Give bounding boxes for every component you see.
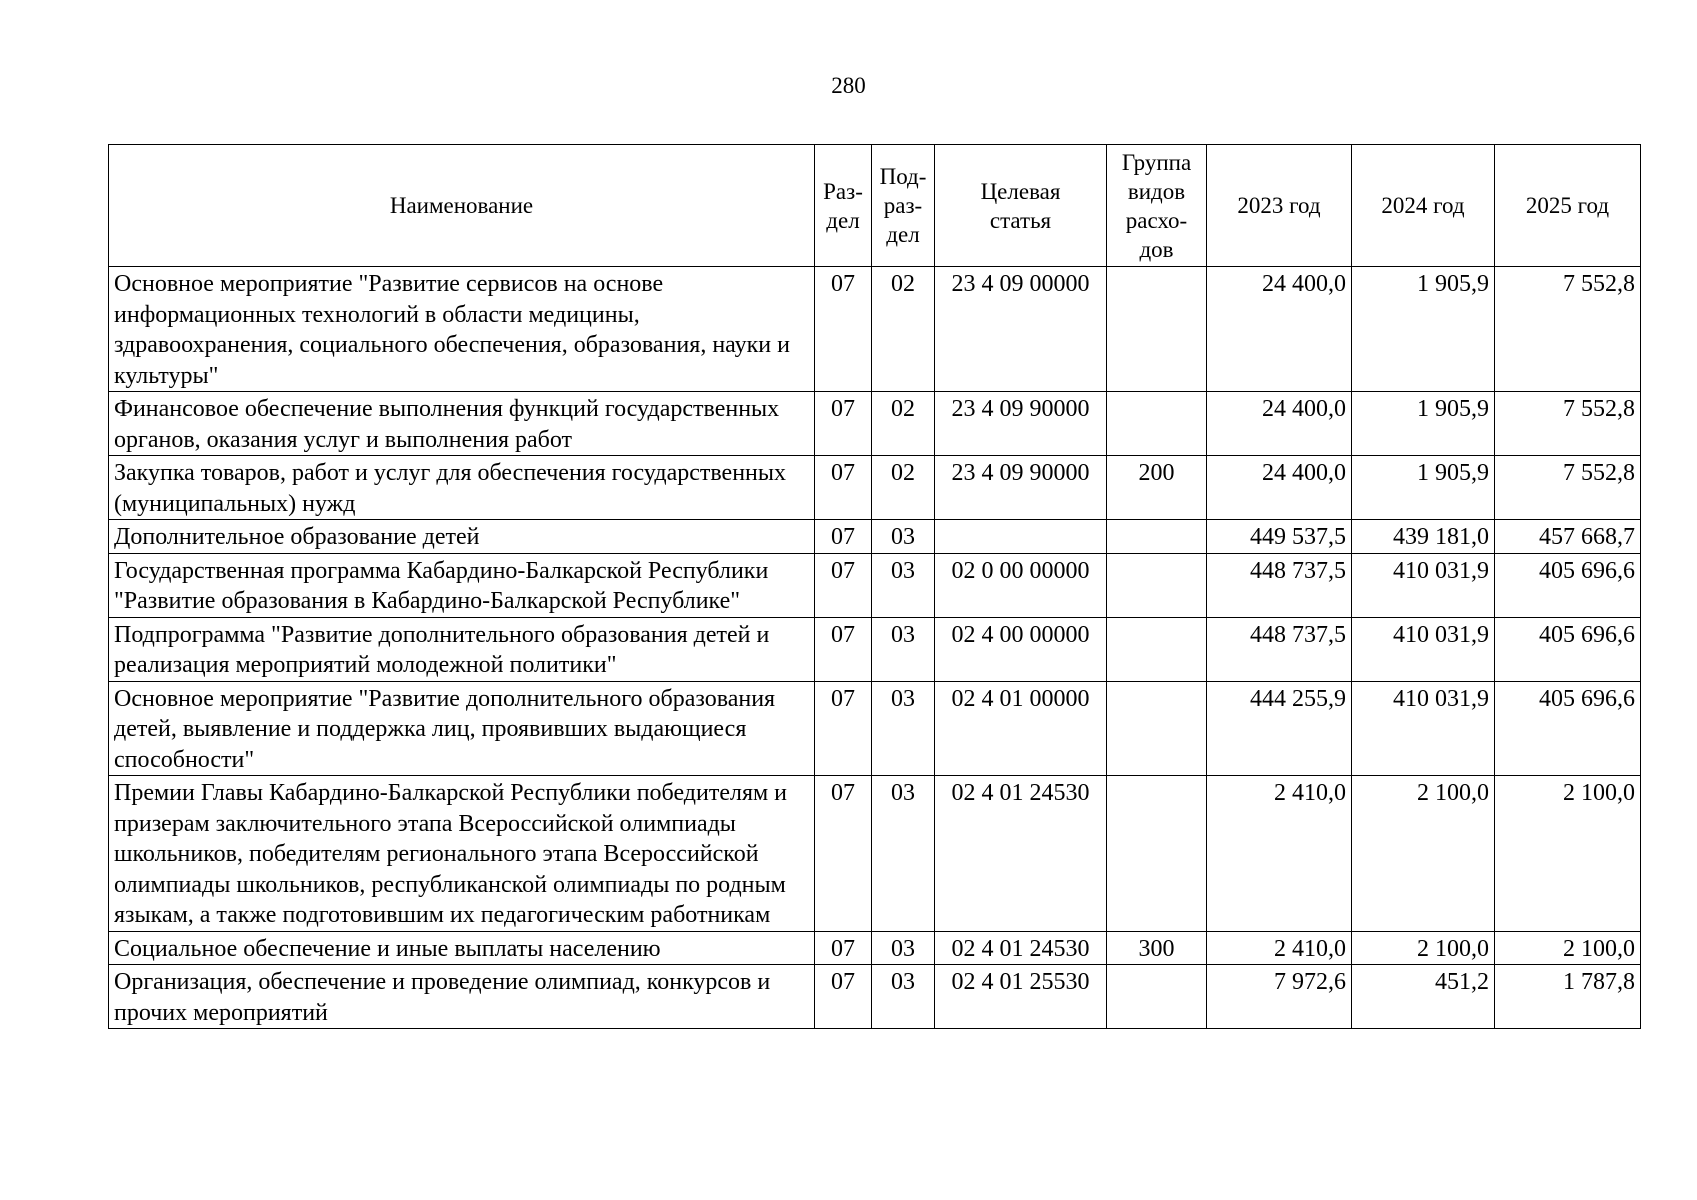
row-2024: 2 100,0 — [1352, 931, 1495, 965]
row-2025: 1 787,8 — [1495, 965, 1641, 1029]
row-2023: 24 400,0 — [1207, 456, 1352, 520]
row-target: 02 4 00 00000 — [935, 617, 1107, 681]
row-group — [1107, 553, 1207, 617]
row-group: 300 — [1107, 931, 1207, 965]
row-group — [1107, 965, 1207, 1029]
row-2024: 1 905,9 — [1352, 392, 1495, 456]
row-2024: 410 031,9 — [1352, 681, 1495, 776]
row-2024: 451,2 — [1352, 965, 1495, 1029]
row-subsection: 03 — [872, 553, 935, 617]
row-name: Социальное обеспечение и иные выплаты населению — [109, 931, 815, 965]
table-row — [109, 776, 1641, 932]
row-target: 02 4 01 25530 — [935, 965, 1107, 1029]
table-row — [109, 931, 1641, 965]
row-name: Закупка товаров, работ и услуг для обеспечения государственных (муниципальных) нужд — [109, 456, 815, 520]
row-group — [1107, 520, 1207, 554]
header-2025: 2025 год — [1495, 145, 1641, 267]
row-name: Дополнительное образование детей — [109, 520, 815, 554]
row-group — [1107, 267, 1207, 392]
row-subsection: 02 — [872, 392, 935, 456]
row-2024: 439 181,0 — [1352, 520, 1495, 554]
row-group — [1107, 392, 1207, 456]
table-row — [109, 617, 1641, 681]
row-target: 23 4 09 00000 — [935, 267, 1107, 392]
row-subsection: 03 — [872, 617, 935, 681]
row-group: 200 — [1107, 456, 1207, 520]
header-expense-group: Группа видов расхо- дов — [1107, 145, 1207, 267]
row-2024: 1 905,9 — [1352, 267, 1495, 392]
row-group — [1107, 617, 1207, 681]
row-name: Основное мероприятие "Развитие дополнительного образования детей, выявление и поддержка лиц, проявивших выдающиеся способности" — [109, 681, 815, 776]
row-section: 07 — [815, 931, 872, 965]
row-subsection: 03 — [872, 520, 935, 554]
row-name: Подпрограмма "Развитие дополнительного образования детей и реализация мероприятий молодежной политики" — [109, 617, 815, 681]
row-section: 07 — [815, 392, 872, 456]
header-subsection: Под- раз- дел — [872, 145, 935, 267]
table-row — [109, 965, 1641, 1029]
row-2023: 7 972,6 — [1207, 965, 1352, 1029]
header-section: Раз- дел — [815, 145, 872, 267]
row-subsection: 03 — [872, 776, 935, 932]
table-row — [109, 267, 1641, 392]
row-2025: 405 696,6 — [1495, 553, 1641, 617]
row-section: 07 — [815, 965, 872, 1029]
row-target: 02 4 01 00000 — [935, 681, 1107, 776]
row-group — [1107, 681, 1207, 776]
row-section: 07 — [815, 267, 872, 392]
header-2024: 2024 год — [1352, 145, 1495, 267]
row-2024: 2 100,0 — [1352, 776, 1495, 932]
row-2023: 24 400,0 — [1207, 267, 1352, 392]
row-2023: 2 410,0 — [1207, 931, 1352, 965]
page-number: 280 — [831, 73, 866, 98]
row-section: 07 — [815, 520, 872, 554]
header-name: Наименование — [109, 145, 815, 267]
row-2025: 405 696,6 — [1495, 681, 1641, 776]
row-name: Государственная программа Кабардино-Балкарской Республики "Развитие образования в Кабардино-Балкарской Республике" — [109, 553, 815, 617]
row-subsection: 02 — [872, 267, 935, 392]
table-row — [109, 520, 1641, 554]
row-subsection: 03 — [872, 681, 935, 776]
row-2025: 405 696,6 — [1495, 617, 1641, 681]
budget-table — [108, 144, 1641, 1029]
row-2025: 2 100,0 — [1495, 776, 1641, 932]
row-2025: 457 668,7 — [1495, 520, 1641, 554]
row-target: 02 4 01 24530 — [935, 931, 1107, 965]
header-2023: 2023 год — [1207, 145, 1352, 267]
row-target: 23 4 09 90000 — [935, 456, 1107, 520]
row-target — [935, 520, 1107, 554]
header-target-article: Целевая статья — [935, 145, 1107, 267]
table-row — [109, 392, 1641, 456]
row-section: 07 — [815, 456, 872, 520]
table-row — [109, 681, 1641, 776]
row-2025: 7 552,8 — [1495, 456, 1641, 520]
row-name: Организация, обеспечение и проведение олимпиад, конкурсов и прочих мероприятий — [109, 965, 815, 1029]
row-name: Премии Главы Кабардино-Балкарской Республики победителям и призерам заключительного этапа Всероссийской олимпиады школьников, победителям регионального этапа Всероссийской олимпиады школьников, республиканской олимпиады по родным языкам, а также подготовившим их педагогическим работникам — [109, 776, 815, 932]
row-section: 07 — [815, 553, 872, 617]
row-target: 02 4 01 24530 — [935, 776, 1107, 932]
row-name: Финансовое обеспечение выполнения функций государственных органов, оказания услуг и выполнения работ — [109, 392, 815, 456]
row-2025: 7 552,8 — [1495, 267, 1641, 392]
row-2024: 410 031,9 — [1352, 617, 1495, 681]
table-row — [109, 553, 1641, 617]
row-2023: 444 255,9 — [1207, 681, 1352, 776]
row-subsection: 03 — [872, 965, 935, 1029]
table-row — [109, 456, 1641, 520]
row-2023: 24 400,0 — [1207, 392, 1352, 456]
row-2023: 449 537,5 — [1207, 520, 1352, 554]
row-target: 02 0 00 00000 — [935, 553, 1107, 617]
row-group — [1107, 776, 1207, 932]
row-section: 07 — [815, 776, 872, 932]
row-2025: 2 100,0 — [1495, 931, 1641, 965]
table-header-row — [109, 145, 1641, 267]
row-section: 07 — [815, 617, 872, 681]
row-2023: 448 737,5 — [1207, 617, 1352, 681]
row-subsection: 03 — [872, 931, 935, 965]
row-name: Основное мероприятие "Развитие сервисов на основе информационных технологий в области медицины, здравоохранения, социального обеспечения, образования, науки и культуры" — [109, 267, 815, 392]
row-2025: 7 552,8 — [1495, 392, 1641, 456]
row-2024: 1 905,9 — [1352, 456, 1495, 520]
row-2024: 410 031,9 — [1352, 553, 1495, 617]
row-target: 23 4 09 90000 — [935, 392, 1107, 456]
row-2023: 448 737,5 — [1207, 553, 1352, 617]
row-subsection: 02 — [872, 456, 935, 520]
row-2023: 2 410,0 — [1207, 776, 1352, 932]
row-section: 07 — [815, 681, 872, 776]
